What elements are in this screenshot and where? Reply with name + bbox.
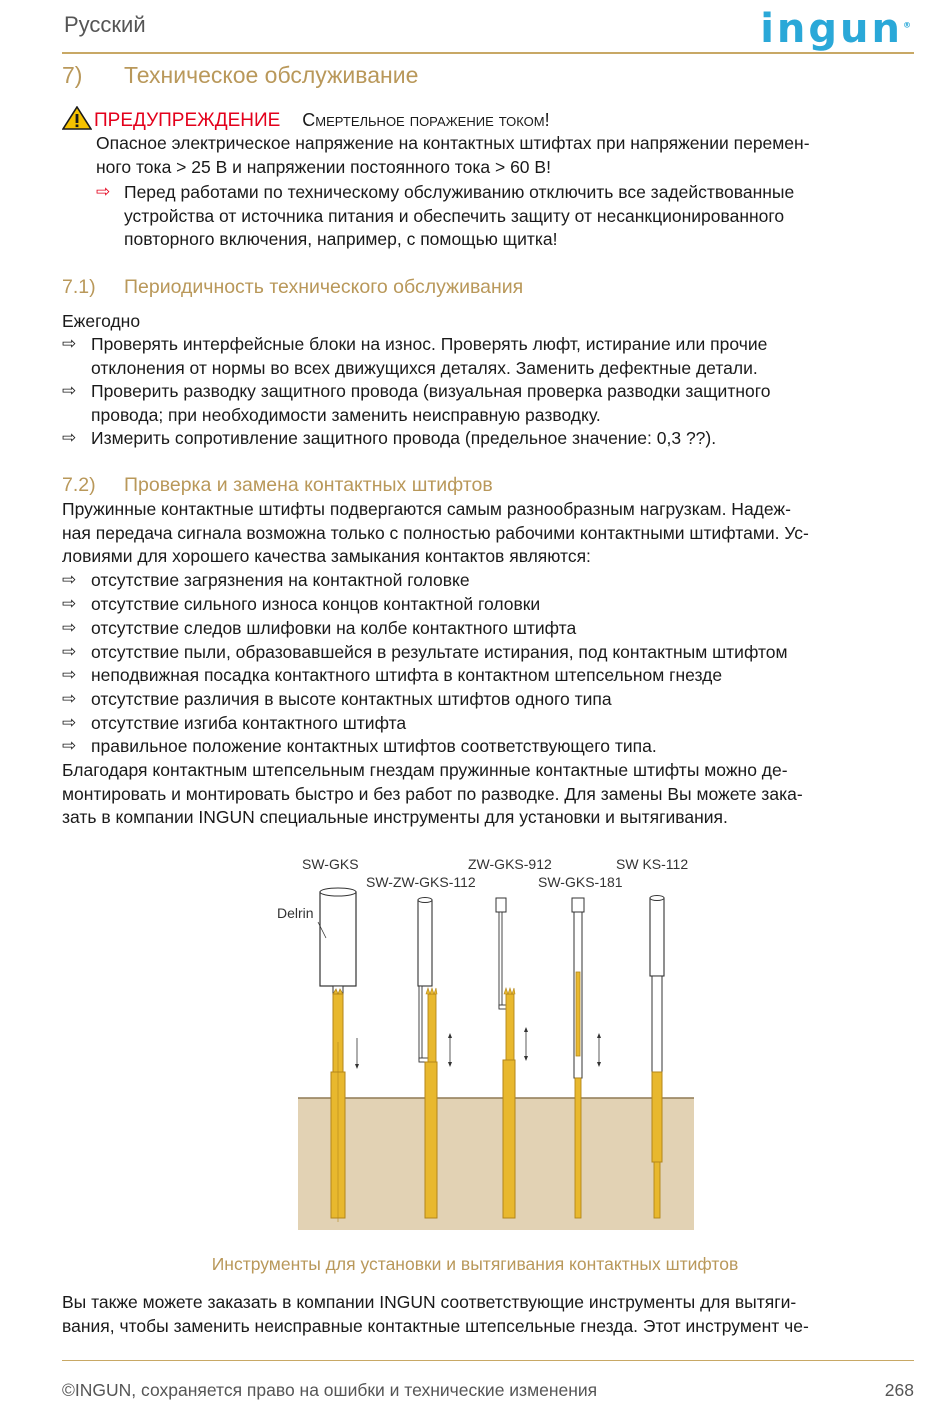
section-7-2-heading bbox=[62, 474, 493, 497]
closing-line: вания, чтобы заменить неисправные контактные штепсельные гнезда. Этот инструмент че- bbox=[62, 1315, 809, 1336]
maintenance-item-line: Проверять интерфейсные блоки на износ. Проверять люфт, истирание или прочие bbox=[91, 334, 768, 354]
maintenance-item bbox=[91, 427, 716, 451]
ground-block bbox=[298, 1098, 694, 1230]
footer-divider bbox=[62, 1360, 914, 1361]
outro-line: монтировать и монтировать быстро и без работ по разводке. Для замены Вы можете зака- bbox=[62, 783, 803, 804]
arrow-right-icon: ⇨ bbox=[62, 642, 77, 661]
section-7-title: Техническое обслуживание bbox=[124, 62, 419, 88]
warning-action-line: повторного включения, например, с помощью щитка! bbox=[124, 229, 558, 250]
label-zw-gks-912: ZW-GKS-912 bbox=[468, 856, 552, 872]
tools-illustration bbox=[270, 852, 700, 1230]
page-number: 268 bbox=[884, 1380, 914, 1400]
warning-line: ного тока > 25 В и напряжении постоянного тока > 60 В! bbox=[96, 156, 551, 177]
maintenance-item-line: провода; при необходимости заменить неисправную разводку. bbox=[91, 404, 601, 425]
warning-title: Смертельное поражение током! bbox=[302, 110, 550, 130]
section-7-heading bbox=[62, 62, 418, 89]
tools-figure bbox=[270, 852, 700, 1235]
condition-item: отсутствие пыли, образовавшейся в результате истирания, под контактным штифтом bbox=[91, 642, 788, 662]
maintenance-item-line: Измерить сопротивление защитного провода (предельное значение: 0,3 ??). bbox=[91, 428, 717, 448]
warning-action-line: устройства от источника питания и обеспечить защиту от несанкционированного bbox=[124, 205, 785, 226]
condition-item: отсутствие загрязнения на контактной головке bbox=[91, 570, 470, 590]
header-divider bbox=[62, 52, 914, 54]
label-sw-ks-112: SW KS-112 bbox=[616, 856, 689, 872]
section-7-2-number: 7.2) bbox=[62, 474, 96, 496]
logo-text: ingun bbox=[760, 6, 903, 52]
intro-line: ловиями для хорошего качества замыкания контактов являются: bbox=[62, 546, 591, 567]
intro-line: ная передача сигнала возможна только с полностью рабочими контактными штифтами. Ус- bbox=[62, 522, 809, 543]
warning-line: Опасное электрическое напряжение на контактных штифтах при напряжении перемен- bbox=[96, 133, 810, 153]
header-language: Русский bbox=[64, 12, 146, 37]
warning-action-line: Перед работами по техническому обслуживанию отключить все задействованные bbox=[124, 182, 795, 202]
outro-line: зать в компании INGUN специальные инструменты для установки и вытягивания. bbox=[62, 807, 728, 828]
arrow-right-icon: ⇨ bbox=[62, 594, 77, 613]
footer-copyright: ©INGUN, сохраняется право на ошибки и технические изменения bbox=[62, 1380, 598, 1400]
ingun-logo bbox=[760, 6, 914, 52]
section-7-2-title: Проверка и замена контактных штифтов bbox=[124, 474, 493, 496]
maintenance-item bbox=[91, 380, 770, 427]
label-sw-gks: SW-GKS bbox=[302, 856, 359, 872]
intro-line: Пружинные контактные штифты подвергаются самым разнообразным нагрузкам. Надеж- bbox=[62, 499, 791, 519]
label-sw-zw-gks-112: SW-ZW-GKS-112 bbox=[366, 874, 476, 890]
arrow-right-icon: ⇨ bbox=[62, 736, 77, 755]
arrow-right-icon: ⇨ bbox=[96, 182, 111, 201]
condition-item: отсутствие сильного износа концов контактной головки bbox=[91, 594, 541, 614]
closing-paragraph bbox=[62, 1291, 809, 1338]
arrow-right-icon: ⇨ bbox=[62, 381, 77, 400]
condition-item: отсутствие различия в высоте контактных штифтов одного типа bbox=[91, 689, 612, 709]
figure-caption: Инструменты для установки и вытягивания контактных штифтов bbox=[211, 1254, 739, 1274]
arrow-right-icon: ⇨ bbox=[62, 570, 77, 589]
label-delrin: Delrin bbox=[277, 905, 314, 921]
arrow-right-icon: ⇨ bbox=[62, 618, 77, 637]
section-7-1-title: Периодичность технического обслуживания bbox=[124, 276, 524, 298]
closing-line: Вы также можете заказать в компании INGUN соответствующие инструменты для вытяги- bbox=[62, 1292, 797, 1312]
section-7-2-intro bbox=[62, 498, 809, 569]
warning-triangle-icon bbox=[62, 106, 92, 130]
condition-item: неподвижная посадка контактного штифта в контактном штепсельном гнезде bbox=[91, 665, 723, 685]
section-7-2-outro bbox=[62, 759, 803, 830]
arrow-right-icon: ⇨ bbox=[62, 713, 77, 732]
condition-item: отсутствие изгиба контактного штифта bbox=[91, 713, 407, 733]
section-7-1-heading bbox=[62, 276, 523, 299]
label-sw-gks-181: SW-GKS-181 bbox=[538, 874, 623, 890]
maintenance-item bbox=[91, 333, 767, 380]
section-7-number: 7) bbox=[62, 62, 83, 88]
section-7-1-number: 7.1) bbox=[62, 276, 96, 298]
maintenance-item-line: отклонения от нормы во всех движущихся деталях. Заменить дефектные детали. bbox=[91, 357, 758, 378]
warning-label: ПРЕДУПРЕЖДЕНИЕ bbox=[94, 110, 281, 131]
arrow-right-icon: ⇨ bbox=[62, 689, 77, 708]
warning-header bbox=[62, 106, 550, 132]
arrow-right-icon: ⇨ bbox=[62, 334, 77, 353]
outro-line: Благодаря контактным штепсельным гнездам пружинные контактные штифты можно де- bbox=[62, 760, 788, 780]
maintenance-item-line: Проверить разводку защитного провода (визуальная проверка разводки защитного bbox=[91, 381, 771, 401]
warning-action bbox=[124, 181, 794, 252]
arrow-right-icon: ⇨ bbox=[62, 665, 77, 684]
condition-item: отсутствие следов шлифовки на колбе контактного штифта bbox=[91, 618, 577, 638]
condition-item: правильное положение контактных штифтов соответствующего типа. bbox=[91, 736, 657, 756]
logo-registered-mark: ® bbox=[903, 20, 914, 30]
warning-text bbox=[96, 132, 810, 179]
arrow-right-icon: ⇨ bbox=[62, 428, 77, 447]
annual-subheading: Ежегодно bbox=[62, 311, 141, 331]
